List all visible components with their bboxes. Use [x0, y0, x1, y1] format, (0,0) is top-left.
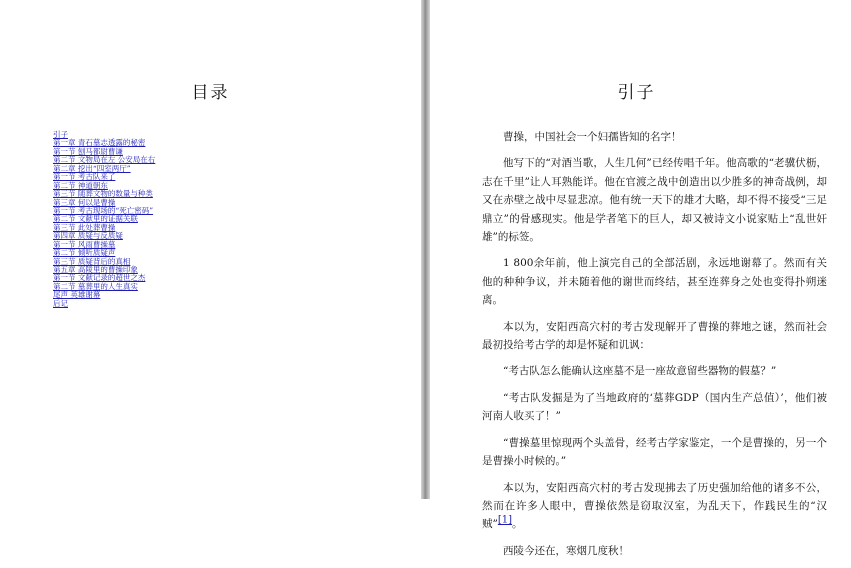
- quote-paragraph: “考古队怎么能确认这座墓不是一座故意留些器物的假墓？”: [503, 365, 777, 378]
- toc-list: [53, 131, 155, 308]
- quote-paragraph: “曹操墓里惊现两个头盖骨，经考古学家鉴定，一个是曹操的，另一个是曹操小时候的。”: [482, 436, 827, 468]
- paragraph: 西陵今还在，寒烟几度秋！: [503, 544, 629, 557]
- toc-link[interactable]: 第一节 文献记录的超世之杰: [53, 273, 146, 283]
- paragraph: 他写下的“对酒当歌，人生几何”已经传唱千年。他高歌的“老骥伏枥，志在千里”让人耳熟能详。他在官渡之战中创造出以少胜多的神奇战例，却又在赤壁之战中尽显悲凉。他有统一天下的雄才大略，却不得不接受“三足鼎立”的骨感现实。他是学者笔下的巨人，却又被诗文小说家贴上“乱世奸雄”的标签。: [482, 157, 827, 244]
- paragraph: 本以为，安阳西高穴村的考古发现解开了曹操的葬地之谜，然而社会最初投给考古学的却是怀疑和讥讽：: [482, 320, 827, 352]
- paragraph-end: 。: [512, 518, 523, 531]
- toc-link[interactable]: 后记: [53, 298, 68, 308]
- toc-link[interactable]: 第三章 何以是曹操: [53, 197, 116, 207]
- chapter-page: [430, 0, 851, 557]
- paragraph: 1 800余年前，他上演完自己的全部活剧，永远地谢幕了。然而有关他的种种争议，并未随着他的谢世而终结，甚至连葬身之处也变得扑朔迷离。: [482, 257, 827, 307]
- paragraph-text: 本以为，安阳西高穴村的考古发现拂去了历史强加给他的诸多不公，然而在许多人眼中，曹操依然是窃取汉室，为乱天下，作践民生的“汉贼”: [482, 481, 827, 531]
- chapter-body: [482, 128, 827, 568]
- toc-link[interactable]: 第二节 文物局在左 公安局在右: [53, 155, 156, 165]
- toc-link[interactable]: 第二节 文献里的证据关联: [53, 214, 138, 224]
- toc-link[interactable]: 第一章 青石墓志透露的秘密: [53, 138, 146, 148]
- toc-link[interactable]: 第一节 考古现场的“死亡密码”: [53, 205, 154, 215]
- footnote-link[interactable]: [1]: [497, 514, 513, 526]
- toc-link[interactable]: 第四章 质疑与反质疑: [53, 231, 123, 241]
- toc-link[interactable]: 引子: [53, 130, 68, 139]
- toc-link[interactable]: 第一节 刨马都尉曹谦: [53, 146, 123, 156]
- toc-link[interactable]: 第五章 高陵里的曹操印象: [53, 265, 138, 274]
- toc-page: [0, 0, 421, 499]
- quote-paragraph: “考古队发掘是为了当地政府的‘墓葬GDP（国内生产总值）’，他们被河南人收买了！”: [482, 391, 827, 423]
- toc-title: 目录: [191, 83, 230, 103]
- chapter-title: 引子: [617, 83, 656, 103]
- toc-link[interactable]: 第二节 倾听质疑声: [53, 248, 116, 258]
- toc-link[interactable]: 第一节 风雨曹操墓: [53, 239, 116, 249]
- toc-link[interactable]: 第一节 考古队来了: [53, 172, 116, 182]
- page-divider: [421, 0, 430, 499]
- toc-link[interactable]: 第三节 质疑背后的真相: [53, 256, 131, 266]
- toc-link[interactable]: 第三节 随葬文物的数量与种类: [53, 189, 153, 199]
- toc-link[interactable]: 第二章 挖出“四室两厅”: [53, 163, 131, 173]
- paragraph: 曹操，中国社会一个妇孺皆知的名字！: [503, 131, 682, 143]
- toc-link[interactable]: 第二节 墓葬里的人生真实: [53, 281, 138, 291]
- toc-item[interactable]: [53, 291, 155, 299]
- toc-link[interactable]: 第三节 此处葬曹操: [53, 222, 116, 232]
- toc-link[interactable]: 第二节 神道朝东: [53, 180, 108, 190]
- toc-link[interactable]: 尾声 英雄谢幕: [53, 290, 101, 300]
- paragraph: [482, 479, 827, 534]
- toc-item[interactable]: [53, 300, 155, 308]
